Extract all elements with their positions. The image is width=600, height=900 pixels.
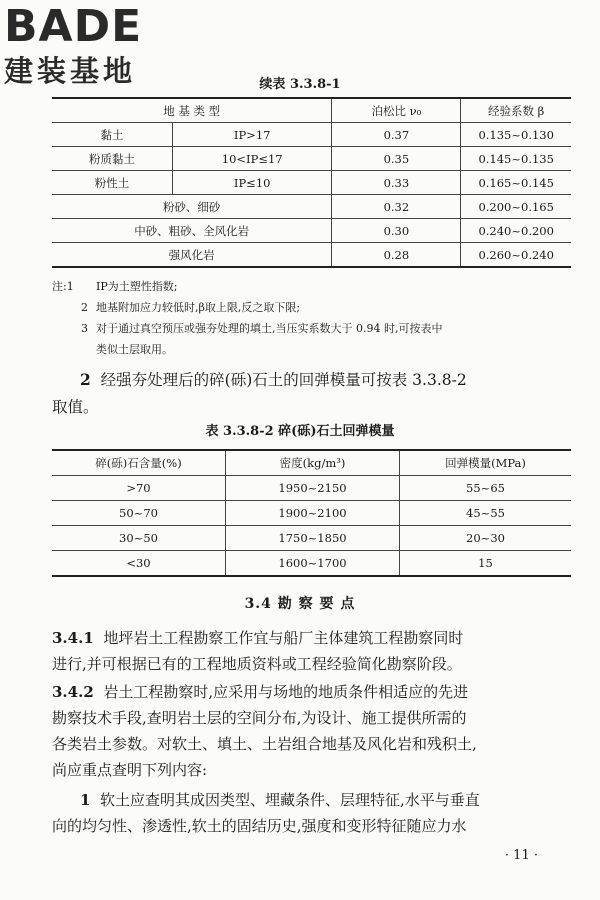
paragraph-line: 向的均匀性、渗透性,软土的固结历史,强度和变形特征随应力水 xyxy=(52,817,467,835)
table2-header-modulus: 回弹模量(MPa) xyxy=(400,450,572,476)
table2-cell: >70 xyxy=(52,476,226,501)
note-2 xyxy=(52,297,582,318)
section-title: 3.4 勘 察 要 点 xyxy=(244,596,356,612)
page-number: · 11 · xyxy=(504,848,538,863)
table-row xyxy=(52,171,571,195)
paragraph-item-2 xyxy=(52,366,572,421)
clause-number: 3.4.2 xyxy=(52,683,94,701)
table-row xyxy=(52,147,571,171)
table1-cell-poisson: 0.33 xyxy=(332,171,461,195)
note-text: 地基附加应力较低时,β取上限,反之取下限; xyxy=(96,301,301,314)
table1-title: 续表 3.3.8-1 xyxy=(259,77,341,92)
table1-cell-coef: 0.165~0.145 xyxy=(461,171,571,195)
table1-cell-type: 粉质黏土 xyxy=(52,147,173,171)
item-number: 2 xyxy=(80,370,91,389)
logo-text-cn: 建装基地 xyxy=(4,54,137,88)
table1-cell-type: 中砂、粗砂、全风化岩 xyxy=(52,219,332,243)
table1-cell-cond: 10<IP≤17 xyxy=(173,147,332,171)
table2-title: 表 3.3.8-2 碎(砾)石土回弹模量 xyxy=(205,424,395,439)
table1-cell-type: 强风化岩 xyxy=(52,243,332,268)
clause-item-1 xyxy=(52,787,572,839)
paragraph-line: 进行,并可根据已有的工程地质资料或工程经验简化勘察阶段。 xyxy=(52,655,462,673)
table2-cell: 1900~2100 xyxy=(226,501,400,526)
table1-cell-poisson: 0.32 xyxy=(332,195,461,219)
paragraph-line: 地坪岩土工程勘察工作宜与船厂主体建筑工程勘察同时 xyxy=(103,629,464,647)
table1-header-type: 地 基 类 型 xyxy=(52,98,332,123)
table1-cell-type: 粉性土 xyxy=(52,171,173,195)
table1-header-poisson: 泊松比 ν₀ xyxy=(332,98,461,123)
table1-cell-coef: 0.135~0.130 xyxy=(461,123,571,147)
table2-header-row xyxy=(52,450,571,476)
table2 xyxy=(52,449,571,577)
table2-cell: 15 xyxy=(400,551,572,577)
note-text: IP为土塑性指数; xyxy=(96,280,178,293)
table-row xyxy=(52,243,571,268)
logo-text-en: BADE xyxy=(4,1,143,52)
table1-cell-poisson: 0.35 xyxy=(332,147,461,171)
note-3 xyxy=(52,318,582,339)
table1-cell-cond: IP≤10 xyxy=(173,171,332,195)
clause-number: 3.4.1 xyxy=(52,629,94,647)
table2-cell: 50~70 xyxy=(52,501,226,526)
note-number: 2 xyxy=(81,301,88,314)
table1-cell-type: 黏土 xyxy=(52,123,173,147)
table2-header-content: 碎(砾)石含量(%) xyxy=(52,450,226,476)
table-row xyxy=(52,219,571,243)
table-row xyxy=(52,476,571,501)
table2-cell: 1600~1700 xyxy=(226,551,400,577)
paragraph-line: 勘察技术手段,查明岩土层的空间分布,为设计、施工提供所需的 xyxy=(52,709,467,727)
table2-cell: 45~55 xyxy=(400,501,572,526)
table1-cell-coef: 0.240~0.200 xyxy=(461,219,571,243)
table1-cell-coef: 0.260~0.240 xyxy=(461,243,571,268)
table-row xyxy=(52,501,571,526)
table1-cell-poisson: 0.37 xyxy=(332,123,461,147)
paragraph-line: 取值。 xyxy=(52,398,99,416)
table1-header-coef: 经验系数 β xyxy=(461,98,571,123)
clause-3-4-1 xyxy=(52,625,572,677)
table2-cell: 1750~1850 xyxy=(226,526,400,551)
table2-cell: 55~65 xyxy=(400,476,572,501)
table1-cell-cond: IP>17 xyxy=(173,123,332,147)
paragraph-line: 经强夯处理后的碎(砾)石土的回弹模量可按表 3.3.8-2 xyxy=(100,371,467,389)
item-number: 1 xyxy=(80,791,91,809)
table2-cell: 1950~2150 xyxy=(226,476,400,501)
paragraph-line: 岩土工程勘察时,应采用与场地的地质条件相适应的先进 xyxy=(103,683,469,701)
note-number: 3 xyxy=(81,322,88,335)
table1-cell-poisson: 0.30 xyxy=(332,219,461,243)
table1-notes xyxy=(52,276,582,360)
clause-3-4-2 xyxy=(52,679,572,783)
table-row xyxy=(52,526,571,551)
table-row xyxy=(52,195,571,219)
table2-header-density: 密度(kg/m³) xyxy=(226,450,400,476)
note-1 xyxy=(52,276,582,297)
table1-cell-type: 粉砂、细砂 xyxy=(52,195,332,219)
note-text: 对于通过真空预压或强夯处理的填土,当压实系数大于 0.94 时,可按表中 xyxy=(96,322,443,335)
table-row xyxy=(52,551,571,577)
table1-cell-coef: 0.200~0.165 xyxy=(461,195,571,219)
paragraph-line: 软土应查明其成因类型、埋藏条件、层理特征,水平与垂直 xyxy=(99,791,480,809)
paragraph-line: 尚应重点查明下列内容: xyxy=(52,761,208,779)
table2-cell: <30 xyxy=(52,551,226,577)
table2-cell: 30~50 xyxy=(52,526,226,551)
paragraph-line: 各类岩土参数。对软土、填土、土岩组合地基及风化岩和残积土, xyxy=(52,735,477,753)
table1 xyxy=(52,97,571,268)
table1-cell-coef: 0.145~0.135 xyxy=(461,147,571,171)
note-text-continued: 类似土层取用。 xyxy=(96,343,173,356)
table2-cell: 20~30 xyxy=(400,526,572,551)
note-label: 注:1 xyxy=(52,280,74,293)
table1-header-row xyxy=(52,98,571,123)
table1-cell-poisson: 0.28 xyxy=(332,243,461,268)
table-row xyxy=(52,123,571,147)
